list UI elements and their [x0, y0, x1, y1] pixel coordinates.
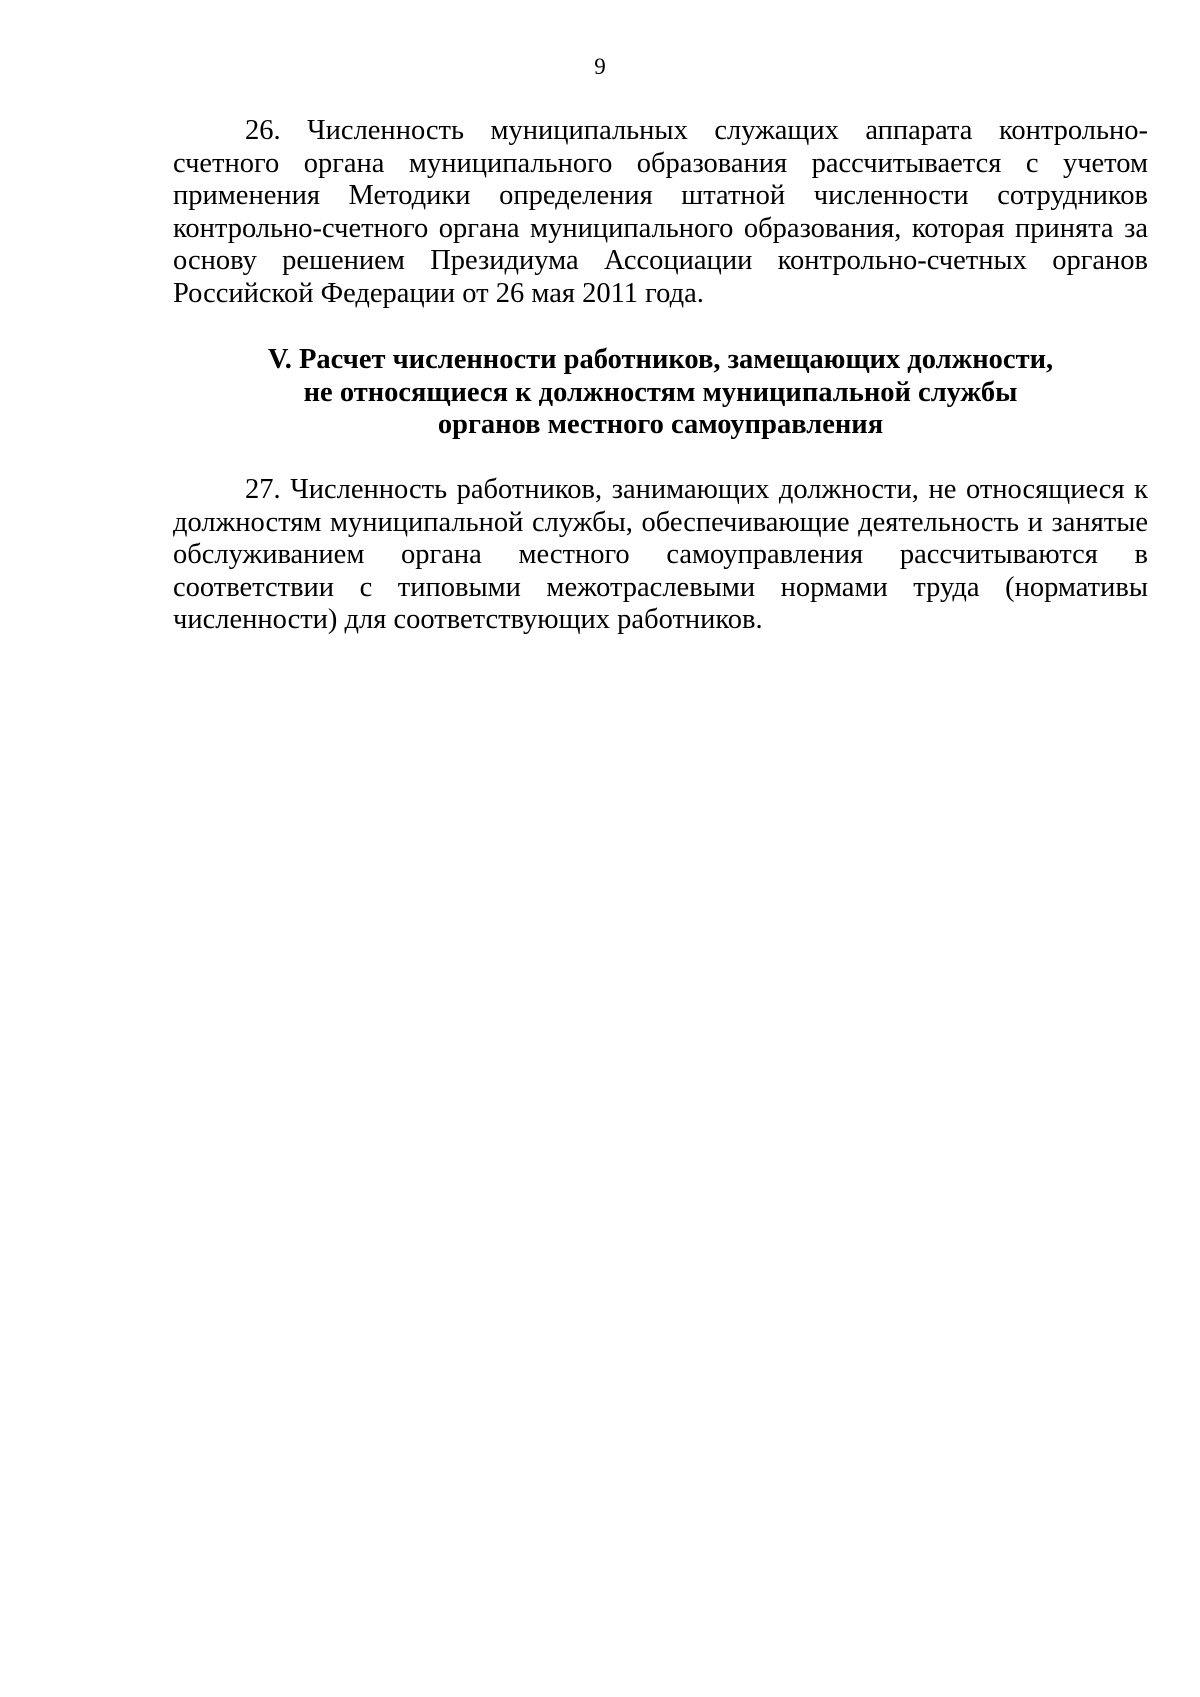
section-heading-line-1: V. Расчет численности работников, замещающих должности,	[267, 344, 1054, 375]
section-heading-line-2: не относящиеся к должностям муниципальной службы	[303, 376, 1018, 408]
section-heading-line-3: органов местного самоуправления	[437, 409, 884, 441]
page-number: 9	[594, 54, 606, 79]
paragraph-26: 26. Численность муниципальных служащих аппарата контрольно-счетного органа муниципального образования рассчитывается с учетом применения Методики определения штатной численности сотрудников контрольно-счетного органа муниципального образования, которая принята за основу решением Президиума Ассоциации контрольно-счетных органов Российской Федерации от 26 мая 2011 года.	[173, 115, 1148, 309]
section-heading	[173, 344, 1148, 442]
paragraph-27: 27. Численность работников, занимающих должности, не относящиеся к должностям муниципальной службы, обеспечивающие деятельность и занятые обслуживанием органа местного самоуправления рассчитываются в соответствии с типовыми межотраслевыми нормами труда (нормативы численности) для соответствующих работников.	[173, 474, 1148, 636]
